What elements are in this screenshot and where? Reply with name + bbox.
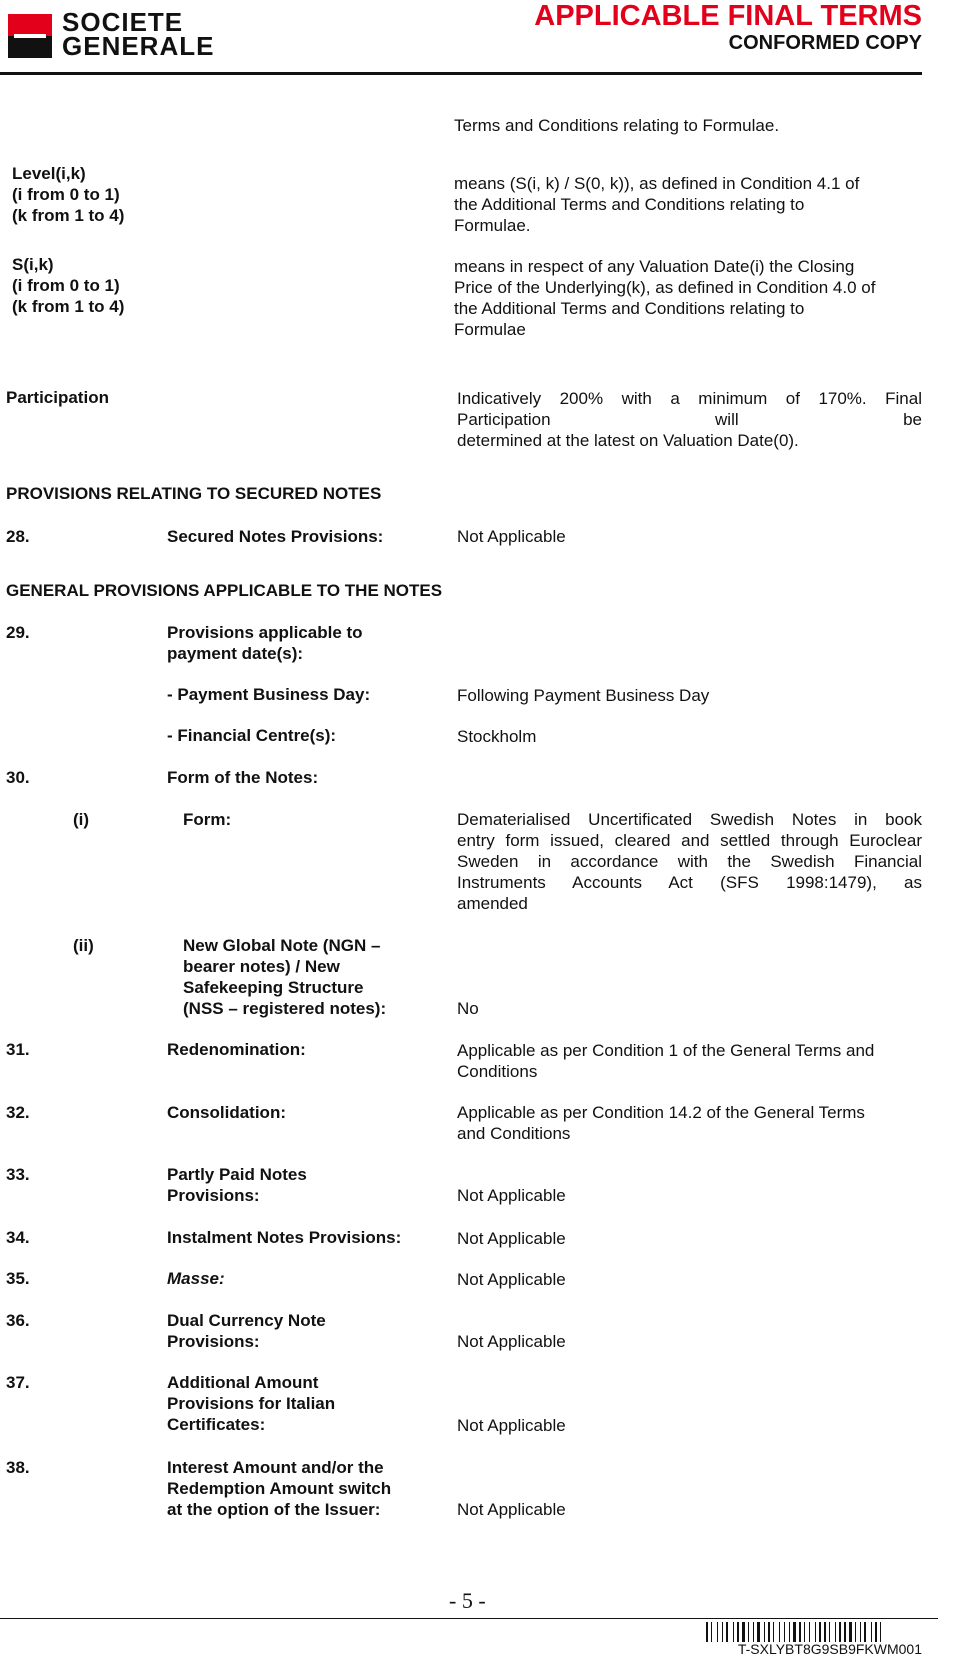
item-number-33: 33. xyxy=(6,1165,30,1184)
barcode-bar xyxy=(860,1622,861,1642)
barcode-bar xyxy=(775,1622,778,1642)
barcode-bar xyxy=(748,1622,749,1642)
item-number-29: 29. xyxy=(6,623,30,642)
barcode-bar xyxy=(875,1622,877,1642)
barcode-bar xyxy=(779,1622,780,1642)
barcode-bar xyxy=(757,1622,760,1642)
barcode-bar xyxy=(839,1622,841,1642)
item-value-32: Applicable as per Condition 14.2 of the General Terms and Conditions xyxy=(457,1103,865,1143)
barcode-bar xyxy=(722,1622,723,1642)
intro-continuation: Terms and Conditions relating to Formulae. xyxy=(454,116,780,135)
barcode-bar xyxy=(871,1622,872,1642)
item-number-37: 37. xyxy=(6,1373,30,1392)
barcode-bar xyxy=(837,1622,838,1642)
barcode-bar xyxy=(864,1622,866,1642)
barcode-bar xyxy=(742,1622,745,1642)
barcode-bar xyxy=(849,1622,852,1642)
item-label-30-ii: New Global Note (NGN – bearer notes) / New Safekeeping Structure (NSS – registered notes): xyxy=(183,936,387,1018)
barcode-bar xyxy=(797,1622,798,1642)
barcode-bar xyxy=(761,1622,763,1642)
barcode-bar xyxy=(753,1622,754,1642)
barcode-bar xyxy=(713,1622,716,1642)
barcode-bar xyxy=(855,1622,856,1642)
item-label-35: Masse: xyxy=(167,1269,225,1288)
item-label-28: Secured Notes Provisions: xyxy=(167,527,384,546)
barcode-bar xyxy=(791,1622,792,1642)
participation-label: Participation xyxy=(6,388,109,407)
item-number-35: 35. xyxy=(6,1269,30,1288)
item-label-38: Interest Amount and/or the Redemption Amount switch at the option of the Issuer: xyxy=(167,1458,392,1519)
barcode-bar xyxy=(719,1622,721,1642)
barcode-bar xyxy=(793,1622,796,1642)
barcode-bar xyxy=(786,1622,788,1642)
item-number-30: 30. xyxy=(6,768,30,787)
barcode-text: T-SXLYBT8G9SB9FKWM001 xyxy=(737,1641,922,1657)
barcode-bar xyxy=(853,1622,854,1642)
barcode-bar xyxy=(717,1622,718,1642)
barcode-bar xyxy=(831,1622,834,1642)
definition-text-s: means in respect of any Valuation Date(i) the Closing Price of the Underlying(k), as defined in Condition 4.0 of the Additional Terms and Conditions relating to Formulae xyxy=(454,257,876,339)
item-value-31: Applicable as per Condition 1 of the General Terms and Conditions xyxy=(457,1041,875,1081)
item-label-32: Consolidation: xyxy=(167,1103,286,1122)
barcode-bar xyxy=(873,1622,874,1642)
section-heading-general: GENERAL PROVISIONS APPLICABLE TO THE NOTES xyxy=(6,581,443,600)
item-number-31: 31. xyxy=(6,1040,30,1059)
item-number-30-i: (i) xyxy=(73,810,90,829)
item-number-28: 28. xyxy=(6,527,30,546)
header-divider xyxy=(0,72,922,75)
barcode-bar xyxy=(819,1622,821,1642)
footer-divider xyxy=(0,1618,938,1619)
item-label-30-i: Form: xyxy=(183,810,232,829)
barcode-bar xyxy=(726,1622,728,1642)
definition-term-level: Level(i,k) (i from 0 to 1) (k from 1 to 4) xyxy=(12,164,125,225)
barcode-bar xyxy=(842,1622,843,1642)
barcode-bar xyxy=(735,1622,736,1642)
barcode-bar xyxy=(880,1622,881,1642)
item-value-financial-centres: Stockholm xyxy=(457,727,537,746)
barcode-bar xyxy=(882,1622,884,1642)
barcode-bar xyxy=(824,1622,826,1642)
logo-text-line-1: SOCIETE xyxy=(62,7,184,37)
item-label-37: Additional Amount Provisions for Italian Certificates: xyxy=(167,1373,336,1434)
item-value-28: Not Applicable xyxy=(457,527,566,546)
barcode-bar xyxy=(724,1622,725,1642)
item-number-34: 34. xyxy=(6,1228,30,1247)
definition-term-s: S(i,k) (i from 0 to 1) (k from 1 to 4) xyxy=(12,255,125,316)
barcode-bar xyxy=(750,1622,752,1642)
barcode-bar xyxy=(829,1622,830,1642)
item-value-38: Not Applicable xyxy=(457,1500,566,1519)
barcode-bar xyxy=(867,1622,870,1642)
item-sublabel-financial-centres: - Financial Centre(s): xyxy=(167,726,337,745)
barcode-bar xyxy=(822,1622,823,1642)
item-label-36: Dual Currency Note Provisions: xyxy=(167,1311,326,1351)
item-number-32: 32. xyxy=(6,1103,30,1122)
barcode-bar xyxy=(737,1622,739,1642)
barcode-bar xyxy=(764,1622,765,1642)
item-value-payment-business-day: Following Payment Business Day xyxy=(457,686,710,705)
section-heading-secured: PROVISIONS RELATING TO SECURED NOTES xyxy=(6,484,382,503)
barcode-bar xyxy=(771,1622,772,1642)
barcode-bar xyxy=(746,1622,747,1642)
barcode-bar xyxy=(768,1622,770,1642)
barcode-bar xyxy=(709,1622,710,1642)
definition-text-level: means (S(i, k) / S(0, k)), as defined in Condition 4.1 of the Additional Terms and Conditions relating to Formulae. xyxy=(454,174,860,235)
barcode-bar xyxy=(809,1622,810,1642)
logo-text xyxy=(62,7,215,61)
barcode-bar xyxy=(806,1622,808,1642)
barcode-bar xyxy=(773,1622,774,1642)
barcode-bar xyxy=(799,1622,801,1642)
item-number-36: 36. xyxy=(6,1311,30,1330)
document-title: APPLICABLE FINAL TERMS xyxy=(534,0,922,32)
barcode-bar xyxy=(817,1622,818,1642)
page-number: - 5 - xyxy=(449,1588,486,1613)
item-value-30-i: Dematerialised Uncertificated Swedish Notes in book entry form issued, cleared and settled through Euroclear Sweden in accordance with the Swedish Financial Instruments Accounts Act (SFS 1998:1479), as amended xyxy=(457,810,922,913)
barcode-bar xyxy=(711,1622,712,1642)
item-value-36: Not Applicable xyxy=(457,1332,566,1351)
item-sublabel-payment-business-day: - Payment Business Day: xyxy=(167,685,371,704)
item-value-37: Not Applicable xyxy=(457,1416,566,1435)
document-subtitle: CONFORMED COPY xyxy=(728,32,922,54)
barcode-bar xyxy=(844,1622,846,1642)
barcode-bar xyxy=(706,1622,708,1642)
barcode-bar xyxy=(781,1622,783,1642)
barcode-bar xyxy=(811,1622,814,1642)
barcode-bar xyxy=(802,1622,803,1642)
barcode-bar xyxy=(815,1622,816,1642)
barcode-bar xyxy=(766,1622,767,1642)
barcode-bar xyxy=(729,1622,732,1642)
barcode-bar xyxy=(804,1622,805,1642)
item-label-29: Provisions applicable to payment date(s): xyxy=(167,623,363,663)
barcode-bar xyxy=(878,1622,879,1642)
barcode-bar xyxy=(789,1622,790,1642)
barcode-bar xyxy=(827,1622,828,1642)
item-label-31: Redenomination: xyxy=(167,1040,306,1059)
barcode-bar xyxy=(740,1622,741,1642)
item-number-30-ii: (ii) xyxy=(73,936,94,955)
barcode-bar xyxy=(857,1622,859,1642)
barcode-bar xyxy=(733,1622,734,1642)
item-number-38: 38. xyxy=(6,1458,30,1477)
item-label-34: Instalment Notes Provisions: xyxy=(167,1228,402,1247)
barcode-bar xyxy=(847,1622,848,1642)
barcode xyxy=(706,1622,922,1642)
item-value-35: Not Applicable xyxy=(457,1270,566,1289)
barcode-bar xyxy=(755,1622,756,1642)
item-value-34: Not Applicable xyxy=(457,1229,566,1248)
logo-text-line-2: GENERALE xyxy=(62,31,215,61)
item-label-33: Partly Paid Notes Provisions: xyxy=(167,1165,307,1205)
logo-mark xyxy=(8,14,52,58)
barcode-bar xyxy=(784,1622,785,1642)
barcode-bar xyxy=(862,1622,863,1642)
item-label-30: Form of the Notes: xyxy=(167,768,319,787)
item-value-33: Not Applicable xyxy=(457,1186,566,1205)
participation-text: Indicatively 200% with a minimum of 170%. Final Participation will be determined at the latest on Valuation Date(0). xyxy=(457,389,922,450)
barcode-bar xyxy=(835,1622,836,1642)
item-value-30-ii: No xyxy=(457,999,479,1018)
